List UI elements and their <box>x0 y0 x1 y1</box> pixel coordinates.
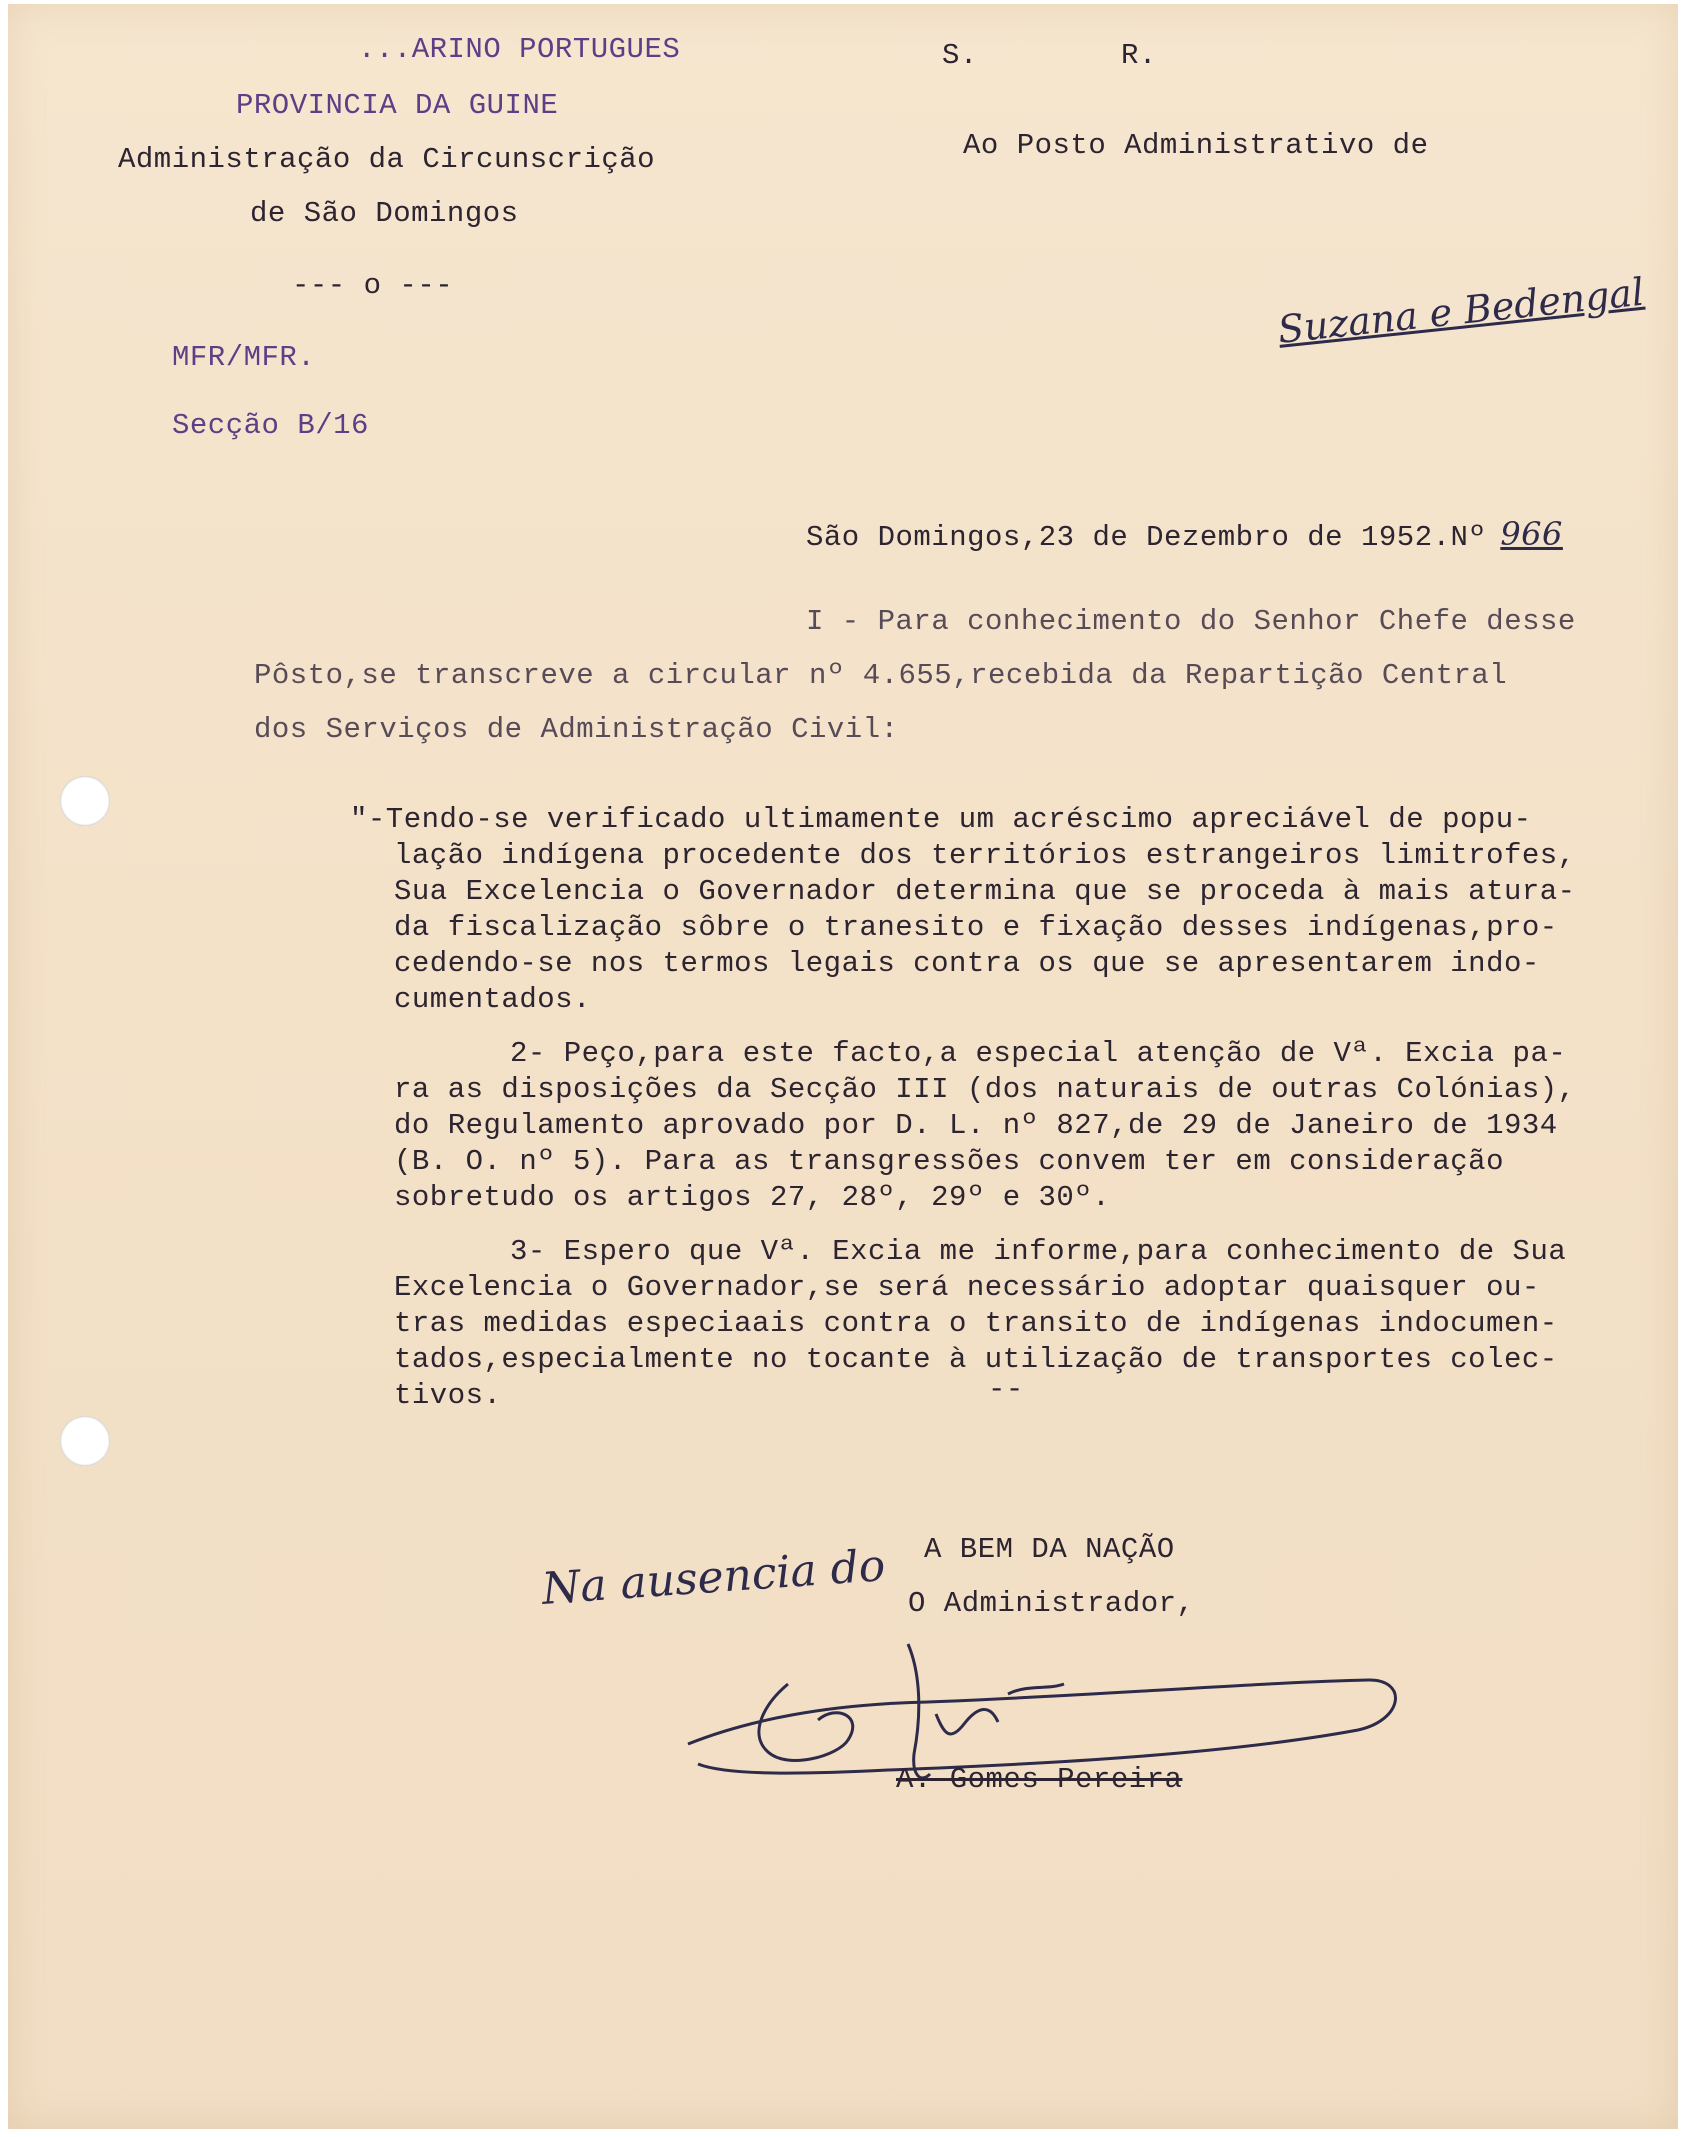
punch-hole-bottom <box>60 1416 110 1466</box>
para3-line-2: Excelencia o Governador,se será necessário adoptar quaisquer ou- <box>394 1271 1540 1304</box>
reference-code: MFR/MFR. <box>172 341 316 374</box>
handwritten-absence-note: Na ausencia do <box>540 1540 887 1615</box>
intro-line-2: Pôsto,se transcreve a circular nº 4.655,recebida da Repartição Central <box>254 659 1508 692</box>
date-text: São Domingos,23 de Dezembro de 1952.Nº <box>806 521 1487 554</box>
para3-line-3: tras medidas especiaais contra o transito de indígenas indocumen- <box>394 1307 1558 1340</box>
para3-line-4: tados,especialmente no tocante à utilização de transportes colec- <box>394 1343 1558 1376</box>
para2-line-2: ra as disposições da Secção III (dos naturais de outras Colónias), <box>394 1073 1576 1106</box>
para2-line-5: sobretudo os artigos 27, 28º, 29º e 30º. <box>394 1181 1111 1214</box>
para2-line-3: do Regulamento aprovado por D. L. nº 827,de 29 de Janeiro de 1934 <box>394 1109 1558 1142</box>
para1-line-5: cedendo-se nos termos legais contra os que se apresentarem indo- <box>394 947 1540 980</box>
date-line <box>806 516 1583 556</box>
para1-line-3: Sua Excelencia o Governador determina que se proceda à mais atura- <box>394 875 1576 908</box>
closing-motto: A BEM DA NAÇÃO <box>924 1533 1175 1566</box>
signatory-name: A. Gomes Pereira <box>896 1763 1183 1796</box>
para1-line-2: lação indígena procedente dos territórios estrangeiros limitrofes, <box>394 839 1576 872</box>
intro-line-3: dos Serviços de Administração Civil: <box>254 713 899 746</box>
closing-role: O Administrador, <box>908 1587 1195 1620</box>
para1-line-1: "-Tendo-se verificado ultimamente um acréscimo apreciável de popu- <box>350 803 1532 836</box>
handwritten-addressee: Suzana e Bedengal <box>1275 269 1647 352</box>
sr-heading: S. R. <box>942 39 1157 72</box>
para3-line-1: 3- Espero que Vª. Excia me informe,para conhecimento de Sua <box>510 1235 1567 1268</box>
para3-end-mark: -- <box>988 1373 1024 1406</box>
handwritten-number: 966 <box>1500 515 1563 553</box>
section-reference: Secção B/16 <box>172 409 369 442</box>
document-page <box>8 4 1678 2129</box>
letterhead-administration: Administração da Circunscrição <box>118 143 656 176</box>
letterhead-separator: --- o --- <box>292 269 454 302</box>
para2-line-1: 2- Peço,para este facto,a especial atenção de Vª. Excia pa- <box>510 1037 1567 1070</box>
punch-hole-top <box>60 776 110 826</box>
para1-line-4: da fiscalização sôbre o tranesito e fixação desses indígenas,pro- <box>394 911 1558 944</box>
para1-line-6: cumentados. <box>394 983 591 1016</box>
letterhead-district: de São Domingos <box>250 197 519 230</box>
addressee-line: Ao Posto Administrativo de <box>963 129 1429 162</box>
intro-line-1: I - Para conhecimento do Senhor Chefe desse <box>806 605 1576 638</box>
para2-line-4: (B. O. nº 5). Para as transgressões convem ter em consideração <box>394 1145 1504 1178</box>
para3-line-5: tivos. <box>394 1379 502 1412</box>
letterhead-line-1: ...ARINO PORTUGUES <box>358 33 681 66</box>
letterhead-province: PROVINCIA DA GUINE <box>236 89 559 122</box>
